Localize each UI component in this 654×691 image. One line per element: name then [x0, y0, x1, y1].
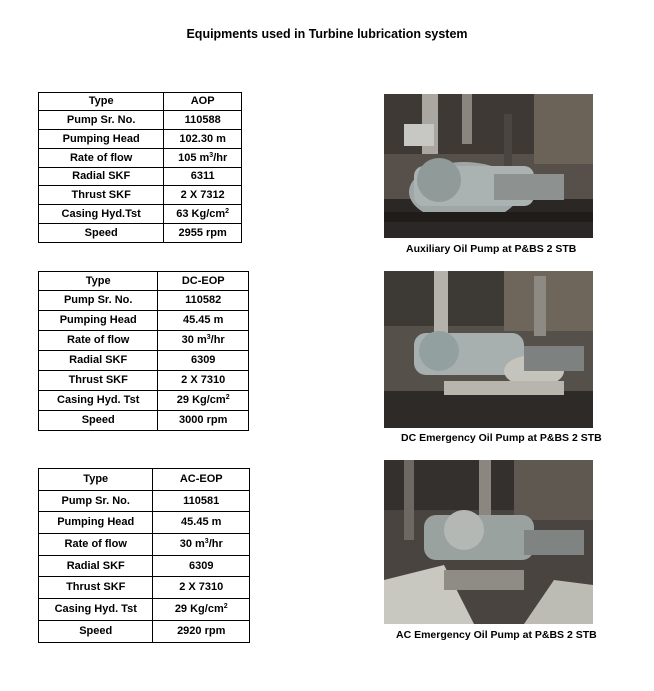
spec-value: 29 $Kg/cm^2$: [158, 391, 249, 411]
spec-label: Radial SKF: [39, 351, 158, 371]
table-row: [39, 168, 242, 186]
spec-label: Thrust SKF: [39, 371, 158, 391]
spec-value: 110581: [153, 491, 250, 512]
spec-label: Type: [39, 469, 153, 491]
spec-value: 2920 rpm: [153, 621, 250, 643]
spec-value: 30 $m^3/hr$: [158, 331, 249, 351]
ac-eop-spec-table: [38, 468, 250, 643]
table-row: [39, 130, 242, 149]
spec-value: AC-EOP: [153, 469, 250, 491]
spec-label: Pumping Head: [39, 512, 153, 534]
dc-eop-spec-table: [38, 271, 249, 431]
table-row: [39, 205, 242, 224]
spec-label: Rate of flow: [39, 534, 153, 556]
spec-label: Speed: [39, 224, 164, 243]
spec-value: 2 X 7312: [164, 186, 242, 205]
spec-label: Thrust SKF: [39, 577, 153, 599]
spec-label: Casing Hyd. Tst: [39, 599, 153, 621]
table-row: [39, 556, 250, 577]
spec-value: 2 X 7310: [158, 371, 249, 391]
table-row: [39, 621, 250, 643]
spec-value: DC-EOP: [158, 272, 249, 291]
table-row: [39, 491, 250, 512]
table-row: [39, 351, 249, 371]
spec-label: Type: [39, 272, 158, 291]
table-row: [39, 331, 249, 351]
spec-value: 6309: [158, 351, 249, 371]
dc-eop-caption: DC Emergency Oil Pump at P&BS 2 STB: [401, 432, 602, 444]
spec-value: 6311: [164, 168, 242, 186]
spec-label: Pumping Head: [39, 130, 164, 149]
spec-label: Casing Hyd. Tst: [39, 391, 158, 411]
table-row: [39, 577, 250, 599]
table-row: [39, 224, 242, 243]
spec-value: 110582: [158, 291, 249, 311]
table-row: [39, 469, 250, 491]
spec-label: Radial SKF: [39, 168, 164, 186]
spec-label: Pump Sr. No.: [39, 491, 153, 512]
spec-label: Speed: [39, 411, 158, 431]
aop-spec-table: [38, 92, 242, 243]
aop-photo: [384, 94, 593, 238]
spec-label: Radial SKF: [39, 556, 153, 577]
page-title: Equipments used in Turbine lubrication system: [186, 27, 468, 41]
spec-value: 6309: [153, 556, 250, 577]
spec-value: 110588: [164, 111, 242, 130]
spec-value: 105 $m^3/hr$: [164, 149, 242, 168]
spec-label: Pumping Head: [39, 311, 158, 331]
spec-value: AOP: [164, 93, 242, 111]
spec-value: 3000 rpm: [158, 411, 249, 431]
ac-eop-photo: [384, 460, 593, 624]
dc-eop-photo: [384, 271, 593, 428]
spec-value: 30 $m^3/hr$: [153, 534, 250, 556]
spec-label: Speed: [39, 621, 153, 643]
spec-label: Casing Hyd.Tst: [39, 205, 164, 224]
table-row: [39, 93, 242, 111]
table-row: [39, 599, 250, 621]
table-row: [39, 272, 249, 291]
spec-value: 45.45 m: [153, 512, 250, 534]
table-row: [39, 371, 249, 391]
spec-value: 2 X 7310: [153, 577, 250, 599]
ac-eop-caption: AC Emergency Oil Pump at P&BS 2 STB: [396, 629, 597, 641]
spec-value: 29 $Kg/cm^2$: [153, 599, 250, 621]
spec-label: Pump Sr. No.: [39, 111, 164, 130]
spec-label: Rate of flow: [39, 331, 158, 351]
table-row: [39, 534, 250, 556]
pump-illustration: [384, 271, 593, 428]
table-row: [39, 111, 242, 130]
table-row: [39, 391, 249, 411]
spec-value: 102.30 m: [164, 130, 242, 149]
table-row: [39, 311, 249, 331]
spec-label: Pump Sr. No.: [39, 291, 158, 311]
spec-value: 63 $Kg/cm^2$: [164, 205, 242, 224]
table-row: [39, 411, 249, 431]
spec-value: 45.45 m: [158, 311, 249, 331]
table-row: [39, 149, 242, 168]
spec-label: Rate of flow: [39, 149, 164, 168]
spec-label: Type: [39, 93, 164, 111]
table-row: [39, 512, 250, 534]
spec-value: 2955 rpm: [164, 224, 242, 243]
table-row: [39, 186, 242, 205]
table-row: [39, 291, 249, 311]
pump-illustration: [384, 94, 593, 238]
spec-label: Thrust SKF: [39, 186, 164, 205]
pump-illustration: [384, 460, 593, 624]
aop-caption: Auxiliary Oil Pump at P&BS 2 STB: [406, 243, 577, 255]
